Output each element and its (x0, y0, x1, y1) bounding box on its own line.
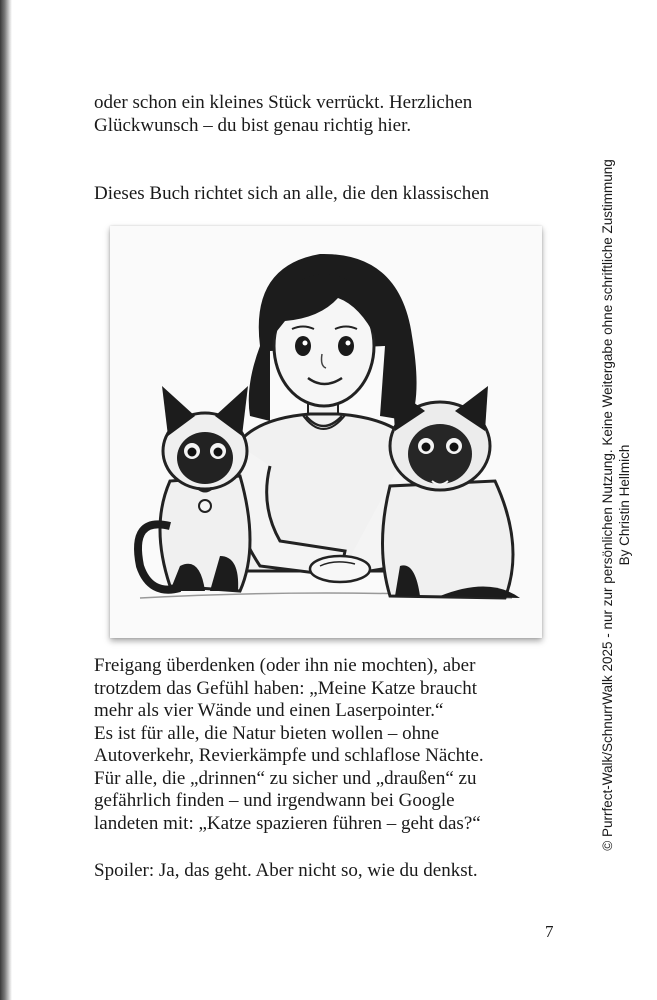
copyright-watermark (599, 105, 639, 905)
paragraph-1 (94, 92, 564, 137)
paragraph-2 (94, 183, 564, 206)
text-line: Spoiler: Ja, das geht. Aber nicht so, wie du denkst. (94, 860, 478, 881)
text-line: Autoverkehr, Revierkämpfe und schlaflose Nächte. (94, 745, 484, 766)
paragraph-3 (94, 655, 564, 835)
illustration-frame (110, 226, 542, 638)
watermark-line-author: By Christin Hellmich (617, 444, 632, 566)
text-line: Glückwunsch – du bist genau richtig hier. (94, 114, 412, 136)
paragraph-4 (94, 860, 564, 883)
text-line: oder schon ein kleines Stück verrückt. Herzlichen (94, 92, 473, 113)
page-number: 7 (545, 922, 554, 941)
woman-with-siamese-cats-illustration (110, 226, 542, 638)
page-gutter-shadow (0, 0, 12, 1000)
text-line: Dieses Buch richtet sich an alle, die den klassischen (94, 183, 490, 204)
text-line: Für alle, die „drinnen“ zu sicher und „draußen“ zu (94, 767, 477, 789)
text-line: Es ist für alle, die Natur bieten wollen – ohne (94, 722, 440, 744)
text-line: trotzdem das Gefühl haben: „Meine Katze braucht (94, 677, 478, 699)
text-line: landeten mit: „Katze spazieren führen – geht das?“ (94, 812, 481, 834)
text-line: gefährlich finden – und irgendwann bei Google (94, 790, 455, 811)
text-line: Freigang überdenken (oder ihn nie mochten), aber (94, 655, 476, 676)
text-line: mehr als vier Wände und einen Laserpointer.“ (94, 700, 444, 721)
watermark-line-copyright: © Purrfect-Walk/SchnurrWalk 2025 - nur zur persönlichen Nutzung. Keine Weitergabe ohne schriftliche Zustimmung (600, 159, 615, 851)
